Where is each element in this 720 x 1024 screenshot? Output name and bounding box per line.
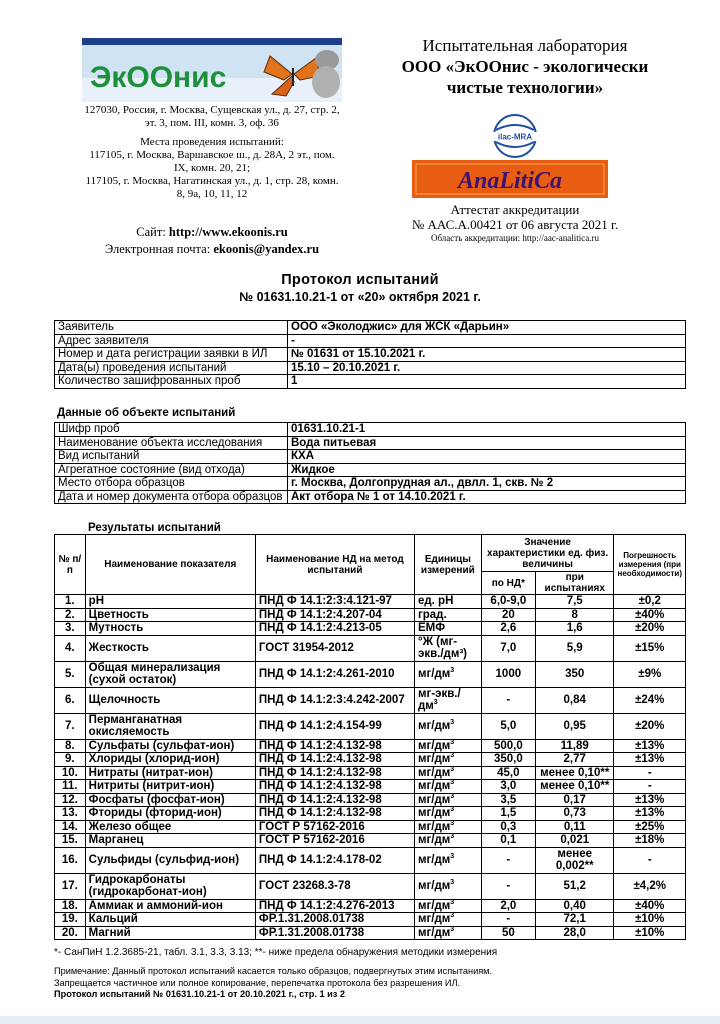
info-row — [55, 490, 686, 504]
result-row — [55, 913, 686, 927]
actual-value: 0,11 — [535, 820, 614, 834]
info-row — [55, 463, 686, 477]
error-value: ±18% — [614, 834, 686, 848]
unit — [414, 847, 481, 873]
unit — [414, 595, 481, 609]
info-value: ООО «Эколоджис» для ЖСК «Дарьин» — [288, 321, 686, 335]
norm-value: 1,5 — [481, 807, 535, 821]
unit-text: мг/дм — [417, 667, 451, 680]
row-number: 2. — [55, 608, 86, 622]
result-row — [55, 847, 686, 873]
result-row — [55, 780, 686, 794]
actual-value: 8 — [535, 608, 614, 622]
footnote: *- СанПиН 1.2.3685-21, табл. 3.1, 3.3, 3.13; **- ниже предела обнаружения методики измерения — [54, 947, 498, 958]
result-row — [55, 820, 686, 834]
norm-value: 5,0 — [481, 713, 535, 739]
row-number: 15. — [55, 834, 86, 848]
result-row — [55, 766, 686, 780]
row-number: 18. — [55, 899, 86, 913]
col-error-header: Погрешность измерения (при необходимости) — [614, 535, 686, 595]
email-label: Электронная почта: — [104, 242, 211, 256]
info-label: Агрегатное состояние (вид отхода) — [55, 463, 288, 477]
method-nd: ПНД Ф 14.1:2:3:4.121-97 — [255, 595, 414, 609]
info-label: Номер и дата регистрации заявки в ИЛ — [55, 348, 288, 362]
row-number: 10. — [55, 766, 86, 780]
row-number: 7. — [55, 713, 86, 739]
unit-exponent: 3 — [433, 699, 438, 707]
method-nd: ПНД Ф 14.1:2:3:4.242-2007 — [255, 687, 414, 713]
lab-title-line3: чистые технологии» — [446, 78, 604, 97]
col-units-header: Единицы измерений — [414, 535, 481, 595]
info-row — [55, 423, 686, 437]
unit-exponent: 3 — [450, 878, 455, 886]
result-row — [55, 622, 686, 636]
result-row — [55, 595, 686, 609]
indicator-name: Сульфаты (сульфат-ион) — [85, 739, 255, 753]
norm-value: - — [481, 873, 535, 899]
address-block — [82, 104, 342, 201]
unit-exponent: 3 — [450, 666, 455, 674]
results-table — [54, 534, 686, 940]
norm-value: 500,0 — [481, 739, 535, 753]
norm-value: 1000 — [481, 661, 535, 687]
norm-value: 2,6 — [481, 622, 535, 636]
info-label: Вид испытаний — [55, 450, 288, 464]
norm-value: - — [481, 687, 535, 713]
info-value: Жидкое — [288, 463, 686, 477]
info-row — [55, 375, 686, 389]
note-line3: Протокол испытаний № 01631.10.21-1 от 20.10.2021 г., стр. 1 из 2 — [54, 989, 346, 999]
applicant-table — [54, 320, 686, 389]
info-value: Вода питьевая — [288, 436, 686, 450]
error-value: ±15% — [614, 635, 686, 661]
accreditation-scope: Область аккредитации: http://aac-analitica.ru — [430, 233, 600, 243]
logo-text: ЭкООнис — [90, 61, 227, 94]
lab-title — [355, 36, 695, 98]
row-number: 5. — [55, 661, 86, 687]
actual-value: 0,021 — [535, 834, 614, 848]
unit-exponent: 3 — [450, 765, 455, 773]
method-nd: ПНД Ф 14.1:2:4.132-98 — [255, 739, 414, 753]
row-number: 17. — [55, 873, 86, 899]
error-value: ±10% — [614, 926, 686, 940]
unit-text: мг/дм — [417, 853, 451, 866]
actual-value: 2,77 — [535, 753, 614, 767]
norm-value: 45,0 — [481, 766, 535, 780]
method-nd: ПНД Ф 14.1:2:4.132-98 — [255, 793, 414, 807]
result-row — [55, 899, 686, 913]
error-value: ±24% — [614, 687, 686, 713]
error-value: ±20% — [614, 713, 686, 739]
actual-value: менее 0,10** — [535, 766, 614, 780]
result-row — [55, 753, 686, 767]
error-value: - — [614, 780, 686, 794]
unit — [414, 753, 481, 767]
unit — [414, 622, 481, 636]
col-norm-header: по НД* — [481, 572, 535, 595]
row-number: 14. — [55, 820, 86, 834]
unit-exponent: 3 — [450, 898, 455, 906]
error-value: ±13% — [614, 753, 686, 767]
unit-exponent: 3 — [450, 792, 455, 800]
indicator-name: Гидрокарбонаты (гидрокарбонат-ион) — [85, 873, 255, 899]
ilac-logo-text: ilac-MRA — [497, 132, 533, 142]
info-value: 01631.10.21-1 — [288, 423, 686, 437]
method-nd: ПНД Ф 14.1:2:4.276-2013 — [255, 899, 414, 913]
row-number: 19. — [55, 913, 86, 927]
note-line2: Запрещается частичное или полное копирование, перепечатка протокола без разрешения ИЛ. — [54, 977, 461, 988]
site-link[interactable]: http://www.ekoonis.ru — [168, 225, 288, 239]
method-nd: ПНД Ф 14.1:2:4.213-05 — [255, 622, 414, 636]
legal-address: 127030, Россия, г. Москва, Сущевская ул., д. 27, стр. 2, эт. 3, пом. III, комн. 3, оф. 36 — [84, 104, 340, 129]
indicator-name: Магний — [85, 926, 255, 940]
unit-exponent: 3 — [450, 852, 455, 860]
row-number: 13. — [55, 807, 86, 821]
unit — [414, 780, 481, 794]
info-value: 1 — [288, 375, 686, 389]
page-bottom-edge — [0, 1016, 720, 1024]
error-value: ±13% — [614, 807, 686, 821]
indicator-name: pH — [85, 595, 255, 609]
indicator-name: Марганец — [85, 834, 255, 848]
norm-value: 350,0 — [481, 753, 535, 767]
method-nd: ГОСТ 31954-2012 — [255, 635, 414, 661]
protocol-number: № 01631.10.21-1 от «20» октября 2021 г. — [239, 290, 481, 304]
unit — [414, 899, 481, 913]
method-nd: ГОСТ Р 57162-2016 — [255, 834, 414, 848]
row-number: 3. — [55, 622, 86, 636]
actual-value: 0,84 — [535, 687, 614, 713]
indicator-name: Цветность — [85, 608, 255, 622]
contacts — [82, 224, 342, 258]
norm-value: 2,0 — [481, 899, 535, 913]
row-number: 12. — [55, 793, 86, 807]
indicator-name: Общая минерализация (сухой остаток) — [85, 661, 255, 687]
actual-value: 72,1 — [535, 913, 614, 927]
unit-text: мг/дм — [417, 766, 451, 779]
actual-value: 28,0 — [535, 926, 614, 940]
method-nd: ФР.1.31.2008.01738 — [255, 913, 414, 927]
result-row — [55, 687, 686, 713]
result-row — [55, 635, 686, 661]
unit — [414, 807, 481, 821]
unit — [414, 687, 481, 713]
result-row — [55, 834, 686, 848]
analitica-logo-text: AnaLitiCa — [457, 168, 563, 194]
row-number: 4. — [55, 635, 86, 661]
result-row — [55, 661, 686, 687]
unit — [414, 820, 481, 834]
unit-text: мг/дм — [417, 899, 451, 912]
indicator-name: Перманганатная окисляемость — [85, 713, 255, 739]
ilac-mra-logo — [490, 112, 540, 160]
actual-value: 350 — [535, 661, 614, 687]
info-label: Место отбора образцов — [55, 477, 288, 491]
info-value: - — [288, 334, 686, 348]
results-title: Результаты испытаний — [88, 522, 221, 534]
unit-text: град. — [417, 608, 447, 621]
error-value: ±13% — [614, 793, 686, 807]
method-nd: ПНД Ф 14.1:2:4.132-98 — [255, 807, 414, 821]
col-nd-header: Наименование НД на метод испытаний — [255, 535, 414, 595]
row-number: 16. — [55, 847, 86, 873]
info-value: 15.10 – 20.10.2021 г. — [288, 361, 686, 375]
unit — [414, 926, 481, 940]
notes — [54, 966, 492, 1001]
unit — [414, 608, 481, 622]
row-number: 1. — [55, 595, 86, 609]
unit-exponent: 3 — [450, 779, 455, 787]
indicator-name: Мутность — [85, 622, 255, 636]
result-row — [55, 608, 686, 622]
row-number: 11. — [55, 780, 86, 794]
analitica-logo — [412, 160, 608, 198]
lab-title-line1: Испытательная лаборатория — [422, 36, 628, 55]
info-label: Дата и номер документа отбора образцов — [55, 490, 288, 504]
norm-value: 3,5 — [481, 793, 535, 807]
error-value: ±4,2% — [614, 873, 686, 899]
error-value: ±25% — [614, 820, 686, 834]
accreditation-number: № ААС.А.00421 от 06 августа 2021 г. — [411, 217, 619, 232]
norm-value: 0,1 — [481, 834, 535, 848]
norm-value: 20 — [481, 608, 535, 622]
row-number: 9. — [55, 753, 86, 767]
unit-text: мг/дм — [417, 753, 451, 765]
result-row — [55, 739, 686, 753]
unit — [414, 739, 481, 753]
protocol-title — [0, 272, 720, 305]
info-label: Дата(ы) проведения испытаний — [55, 361, 288, 375]
col-actual-header: при испытаниях — [535, 572, 614, 595]
result-row — [55, 807, 686, 821]
norm-value: - — [481, 913, 535, 927]
indicator-name: Сульфиды (сульфид-ион) — [85, 847, 255, 873]
norm-value: 6,0-9,0 — [481, 595, 535, 609]
indicator-name: Фосфаты (фосфат-ион) — [85, 793, 255, 807]
method-nd: ПНД Ф 14.1:2:4.132-98 — [255, 753, 414, 767]
indicator-name: Железо общее — [85, 820, 255, 834]
actual-value: менее 0,002** — [535, 847, 614, 873]
note-line1: Примечание: Данный протокол испытаний касается только образцов, подвергнутых этим испытаниям. — [54, 966, 493, 976]
actual-value: 51,2 — [535, 873, 614, 899]
unit — [414, 713, 481, 739]
error-value: ±10% — [614, 913, 686, 927]
test-site-2: 117105, г. Москва, Нагатинская ул., д. 1, стр. 28, комн. 8, 9а, 10, 11, 12 — [85, 175, 339, 200]
result-row — [55, 873, 686, 899]
object-data-title: Данные об объекте испытаний — [57, 407, 236, 419]
unit-text: ЕМФ — [417, 622, 446, 634]
method-nd: ПНД Ф 14.1:2:4.154-99 — [255, 713, 414, 739]
row-number: 6. — [55, 687, 86, 713]
unit-text: мг-экв./дм — [417, 687, 461, 712]
norm-value: 3,0 — [481, 780, 535, 794]
info-row — [55, 334, 686, 348]
site-label: Сайт: — [136, 225, 166, 239]
actual-value: 7,5 — [535, 595, 614, 609]
test-sites-heading: Места проведения испытаний: — [140, 136, 284, 148]
unit-text: мг/дм — [417, 780, 451, 792]
norm-value: 0,3 — [481, 820, 535, 834]
info-value: № 01631 от 15.10.2021 г. — [288, 348, 686, 362]
unit — [414, 873, 481, 899]
unit — [414, 766, 481, 780]
col-num-header: № п/п — [55, 535, 86, 595]
object-table — [54, 422, 686, 504]
method-nd: ПНД Ф 14.1:2:4.132-98 — [255, 766, 414, 780]
indicator-name: Хлориды (хлорид-ион) — [85, 753, 255, 767]
method-nd: ПНД Ф 14.1:2:4.132-98 — [255, 780, 414, 794]
indicator-name: Нитриты (нитрит-ион) — [85, 780, 255, 794]
result-row — [55, 793, 686, 807]
unit — [414, 913, 481, 927]
actual-value: 5,9 — [535, 635, 614, 661]
unit-text: мг/дм — [417, 913, 451, 925]
unit-exponent: 3 — [450, 819, 455, 827]
unit-exponent: 3 — [450, 912, 455, 920]
error-value: ±40% — [614, 608, 686, 622]
error-value: ±20% — [614, 622, 686, 636]
test-site-1: 117105, г. Москва, Варшавское ш., д. 28А, 2 эт., пом. IX, комн. 20, 21; — [89, 149, 335, 174]
protocol-heading: Протокол испытаний — [281, 272, 439, 288]
ekoonis-logo — [82, 38, 342, 102]
info-value: Акт отбора № 1 от 14.10.2021 г. — [288, 490, 686, 504]
info-row — [55, 450, 686, 464]
unit-text: мг/дм — [417, 739, 451, 752]
indicator-name: Аммиак и аммоний-ион — [85, 899, 255, 913]
method-nd: ПНД Ф 14.1:2:4.261-2010 — [255, 661, 414, 687]
col-name-header: Наименование показателя — [85, 535, 255, 595]
unit-exponent: 3 — [450, 806, 455, 814]
unit-text: ед. pH — [417, 595, 454, 607]
info-label: Количество зашифрованных проб — [55, 375, 288, 389]
info-row — [55, 436, 686, 450]
unit-text: мг/дм — [417, 820, 451, 833]
result-row — [55, 926, 686, 940]
info-row — [55, 361, 686, 375]
method-nd: ГОСТ 23268.3-78 — [255, 873, 414, 899]
actual-value: 11,89 — [535, 739, 614, 753]
actual-value: 0,73 — [535, 807, 614, 821]
unit-text: мг/дм — [417, 793, 451, 806]
error-value: - — [614, 847, 686, 873]
indicator-name: Щелочность — [85, 687, 255, 713]
unit-exponent: 3 — [450, 752, 455, 760]
unit-text: мг/дм — [417, 926, 451, 939]
info-row — [55, 477, 686, 491]
error-value: ±13% — [614, 739, 686, 753]
info-label: Адрес заявителя — [55, 334, 288, 348]
method-nd: ФР.1.31.2008.01738 — [255, 926, 414, 940]
accreditation-line1: Аттестат аккредитации — [450, 202, 580, 217]
error-value: ±40% — [614, 899, 686, 913]
info-label: Наименование объекта исследования — [55, 436, 288, 450]
unit-text: мг/дм — [417, 719, 451, 732]
norm-value: 7,0 — [481, 635, 535, 661]
unit-text: °Ж (мг-экв./дм³) — [417, 635, 468, 660]
unit — [414, 635, 481, 661]
indicator-name: Жесткость — [85, 635, 255, 661]
info-label: Шифр проб — [55, 423, 288, 437]
error-value: ±9% — [614, 661, 686, 687]
row-number: 20. — [55, 926, 86, 940]
info-value: КХА — [288, 450, 686, 464]
actual-value: 0,17 — [535, 793, 614, 807]
norm-value: - — [481, 847, 535, 873]
info-row — [55, 348, 686, 362]
actual-value: 1,6 — [535, 622, 614, 636]
indicator-name: Кальций — [85, 913, 255, 927]
method-nd: ГОСТ Р 57162-2016 — [255, 820, 414, 834]
indicator-name: Фториды (фторид-ион) — [85, 807, 255, 821]
info-label: Заявитель — [55, 321, 288, 335]
result-row — [55, 713, 686, 739]
row-number: 8. — [55, 739, 86, 753]
unit-exponent: 3 — [450, 833, 455, 841]
col-values-header: Значение характеристики ед. физ. величины — [481, 535, 614, 572]
info-value: г. Москва, Долгопрудная ал., двлл. 1, скв. № 2 — [288, 477, 686, 491]
unit-text: мг/дм — [417, 807, 451, 819]
lab-title-line2: ООО «ЭкООнис - экологически — [401, 57, 649, 76]
method-nd: ПНД Ф 14.1:2:4.178-02 — [255, 847, 414, 873]
accreditation — [380, 202, 650, 244]
unit — [414, 661, 481, 687]
method-nd: ПНД Ф 14.1:2:4.207-04 — [255, 608, 414, 622]
unit-exponent: 3 — [450, 925, 455, 933]
norm-value: 50 — [481, 926, 535, 940]
unit — [414, 834, 481, 848]
actual-value: 0,95 — [535, 713, 614, 739]
info-row — [55, 321, 686, 335]
unit-exponent: 3 — [450, 718, 455, 726]
email-link[interactable]: ekoonis@yandex.ru — [213, 242, 320, 256]
indicator-name: Нитраты (нитрат-ион) — [85, 766, 255, 780]
error-value: - — [614, 766, 686, 780]
error-value: ±0,2 — [614, 595, 686, 609]
actual-value: менее 0,10** — [535, 780, 614, 794]
unit-text: мг/дм — [417, 834, 451, 846]
actual-value: 0,40 — [535, 899, 614, 913]
unit — [414, 793, 481, 807]
unit-exponent: 3 — [450, 738, 455, 746]
unit-text: мг/дм — [417, 879, 451, 892]
